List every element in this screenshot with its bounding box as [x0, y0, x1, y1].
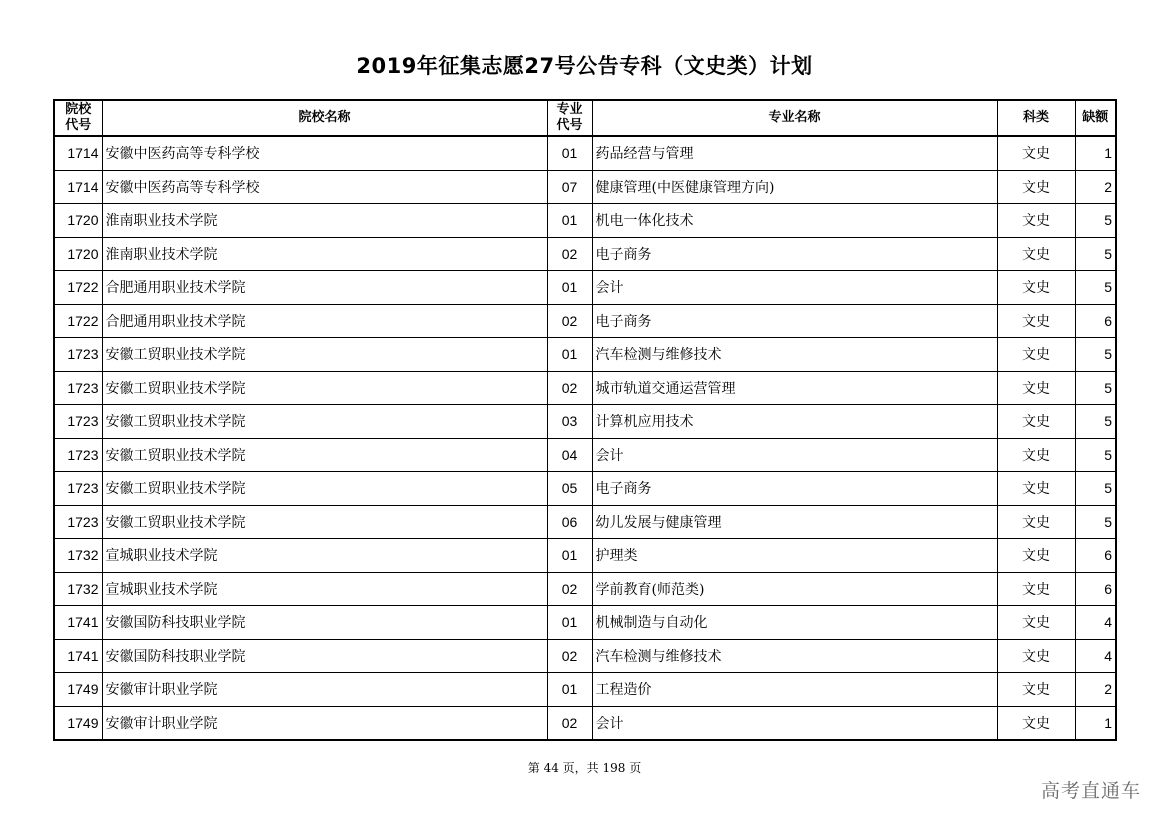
cell-major-name: 会计 — [592, 438, 997, 472]
cell-school-code: 1720 — [54, 204, 102, 238]
cell-major-name: 工程造价 — [592, 673, 997, 707]
cell-school-name: 安徽中医药高等专科学校 — [102, 170, 547, 204]
table-row — [54, 673, 1116, 707]
cell-school-code: 1722 — [54, 271, 102, 305]
cell-quota: 5 — [1075, 204, 1116, 238]
table-row — [54, 539, 1116, 573]
table-body — [54, 136, 1116, 740]
header-major-code: 专业 代号 — [547, 100, 592, 136]
table-row — [54, 505, 1116, 539]
table-row — [54, 136, 1116, 170]
cell-school-name: 宣城职业技术学院 — [102, 572, 547, 606]
cell-school-name: 安徽中医药高等专科学校 — [102, 136, 547, 170]
cell-school-code: 1749 — [54, 706, 102, 740]
cell-major-code: 01 — [547, 539, 592, 573]
cell-school-code: 1722 — [54, 304, 102, 338]
cell-school-code: 1749 — [54, 673, 102, 707]
cell-quota: 5 — [1075, 438, 1116, 472]
table-row — [54, 170, 1116, 204]
cell-quota: 5 — [1075, 371, 1116, 405]
table-header-row — [54, 100, 1116, 136]
cell-school-code: 1714 — [54, 136, 102, 170]
cell-major-name: 幼儿发展与健康管理 — [592, 505, 997, 539]
cell-category: 文史 — [997, 405, 1075, 439]
cell-school-name: 安徽工贸职业技术学院 — [102, 438, 547, 472]
cell-school-code: 1732 — [54, 572, 102, 606]
cell-major-code: 01 — [547, 204, 592, 238]
cell-major-name: 电子商务 — [592, 472, 997, 506]
cell-category: 文史 — [997, 371, 1075, 405]
cell-major-code: 02 — [547, 572, 592, 606]
cell-major-name: 机电一体化技术 — [592, 204, 997, 238]
cell-category: 文史 — [997, 204, 1075, 238]
cell-major-name: 城市轨道交通运营管理 — [592, 371, 997, 405]
header-school-code: 院校 代号 — [54, 100, 102, 136]
cell-category: 文史 — [997, 673, 1075, 707]
cell-quota: 2 — [1075, 673, 1116, 707]
cell-quota: 4 — [1075, 606, 1116, 640]
cell-major-name: 会计 — [592, 271, 997, 305]
cell-school-name: 安徽工贸职业技术学院 — [102, 338, 547, 372]
cell-major-name: 电子商务 — [592, 237, 997, 271]
cell-quota: 6 — [1075, 539, 1116, 573]
cell-quota: 4 — [1075, 639, 1116, 673]
cell-school-name: 安徽国防科技职业学院 — [102, 639, 547, 673]
cell-school-code: 1714 — [54, 170, 102, 204]
cell-quota: 6 — [1075, 304, 1116, 338]
cell-school-code: 1723 — [54, 338, 102, 372]
cell-school-name: 合肥通用职业技术学院 — [102, 304, 547, 338]
table-row — [54, 706, 1116, 740]
cell-quota: 5 — [1075, 271, 1116, 305]
table-row — [54, 438, 1116, 472]
cell-major-code: 02 — [547, 639, 592, 673]
cell-quota: 2 — [1075, 170, 1116, 204]
cell-school-name: 安徽国防科技职业学院 — [102, 606, 547, 640]
cell-major-name: 机械制造与自动化 — [592, 606, 997, 640]
header-quota: 缺额 — [1075, 100, 1116, 136]
cell-major-code: 01 — [547, 338, 592, 372]
cell-major-code: 02 — [547, 371, 592, 405]
cell-major-code: 02 — [547, 706, 592, 740]
cell-school-code: 1723 — [54, 371, 102, 405]
cell-category: 文史 — [997, 271, 1075, 305]
cell-major-name: 计算机应用技术 — [592, 405, 997, 439]
cell-quota: 1 — [1075, 706, 1116, 740]
watermark: 高考直通车 — [1040, 780, 1141, 802]
cell-major-code: 01 — [547, 673, 592, 707]
header-category: 科类 — [997, 100, 1075, 136]
table-row — [54, 237, 1116, 271]
cell-school-code: 1720 — [54, 237, 102, 271]
cell-category: 文史 — [997, 572, 1075, 606]
cell-category: 文史 — [997, 639, 1075, 673]
cell-category: 文史 — [997, 304, 1075, 338]
table-row — [54, 405, 1116, 439]
table-row — [54, 472, 1116, 506]
cell-school-code: 1741 — [54, 606, 102, 640]
cell-quota: 6 — [1075, 572, 1116, 606]
cell-category: 文史 — [997, 170, 1075, 204]
cell-category: 文史 — [997, 136, 1075, 170]
cell-major-code: 04 — [547, 438, 592, 472]
table-row — [54, 371, 1116, 405]
cell-major-code: 06 — [547, 505, 592, 539]
cell-major-name: 电子商务 — [592, 304, 997, 338]
table-row — [54, 606, 1116, 640]
cell-category: 文史 — [997, 706, 1075, 740]
cell-school-name: 安徽工贸职业技术学院 — [102, 371, 547, 405]
table-row — [54, 204, 1116, 238]
cell-major-code: 01 — [547, 136, 592, 170]
cell-school-code: 1723 — [54, 405, 102, 439]
cell-category: 文史 — [997, 505, 1075, 539]
page-title: 2019年征集志愿27号公告专科（文史类）计划 — [356, 54, 813, 78]
cell-quota: 5 — [1075, 237, 1116, 271]
cell-major-name: 会计 — [592, 706, 997, 740]
table-row — [54, 572, 1116, 606]
cell-quota: 5 — [1075, 505, 1116, 539]
header-major-name: 专业名称 — [592, 100, 997, 136]
cell-major-code: 05 — [547, 472, 592, 506]
cell-school-name: 宣城职业技术学院 — [102, 539, 547, 573]
cell-school-name: 安徽审计职业学院 — [102, 706, 547, 740]
table-row — [54, 338, 1116, 372]
cell-major-code: 07 — [547, 170, 592, 204]
cell-major-name: 学前教育(师范类) — [592, 572, 997, 606]
cell-major-code: 02 — [547, 304, 592, 338]
cell-quota: 5 — [1075, 472, 1116, 506]
table-row — [54, 271, 1116, 305]
cell-major-code: 03 — [547, 405, 592, 439]
table-row — [54, 304, 1116, 338]
cell-major-code: 01 — [547, 271, 592, 305]
cell-school-name: 安徽工贸职业技术学院 — [102, 505, 547, 539]
cell-major-name: 护理类 — [592, 539, 997, 573]
cell-major-name: 汽车检测与维修技术 — [592, 338, 997, 372]
cell-school-code: 1741 — [54, 639, 102, 673]
cell-major-code: 01 — [547, 606, 592, 640]
cell-category: 文史 — [997, 606, 1075, 640]
cell-category: 文史 — [997, 472, 1075, 506]
cell-school-name: 淮南职业技术学院 — [102, 237, 547, 271]
cell-major-name: 汽车检测与维修技术 — [592, 639, 997, 673]
cell-quota: 5 — [1075, 338, 1116, 372]
cell-major-code: 02 — [547, 237, 592, 271]
cell-school-name: 安徽工贸职业技术学院 — [102, 405, 547, 439]
cell-school-code: 1723 — [54, 472, 102, 506]
table-row — [54, 639, 1116, 673]
cell-school-name: 安徽审计职业学院 — [102, 673, 547, 707]
cell-category: 文史 — [997, 237, 1075, 271]
cell-school-code: 1723 — [54, 438, 102, 472]
cell-category: 文史 — [997, 539, 1075, 573]
cell-school-code: 1723 — [54, 505, 102, 539]
cell-school-name: 安徽工贸职业技术学院 — [102, 472, 547, 506]
enrollment-plan-table — [53, 99, 1117, 741]
cell-school-name: 淮南职业技术学院 — [102, 204, 547, 238]
cell-quota: 5 — [1075, 405, 1116, 439]
cell-major-name: 药品经营与管理 — [592, 136, 997, 170]
cell-major-name: 健康管理(中医健康管理方向) — [592, 170, 997, 204]
page-number: 第 44 页，共 198 页 — [527, 761, 642, 775]
cell-quota: 1 — [1075, 136, 1116, 170]
header-school-name: 院校名称 — [102, 100, 547, 136]
cell-category: 文史 — [997, 338, 1075, 372]
cell-category: 文史 — [997, 438, 1075, 472]
cell-school-code: 1732 — [54, 539, 102, 573]
cell-school-name: 合肥通用职业技术学院 — [102, 271, 547, 305]
